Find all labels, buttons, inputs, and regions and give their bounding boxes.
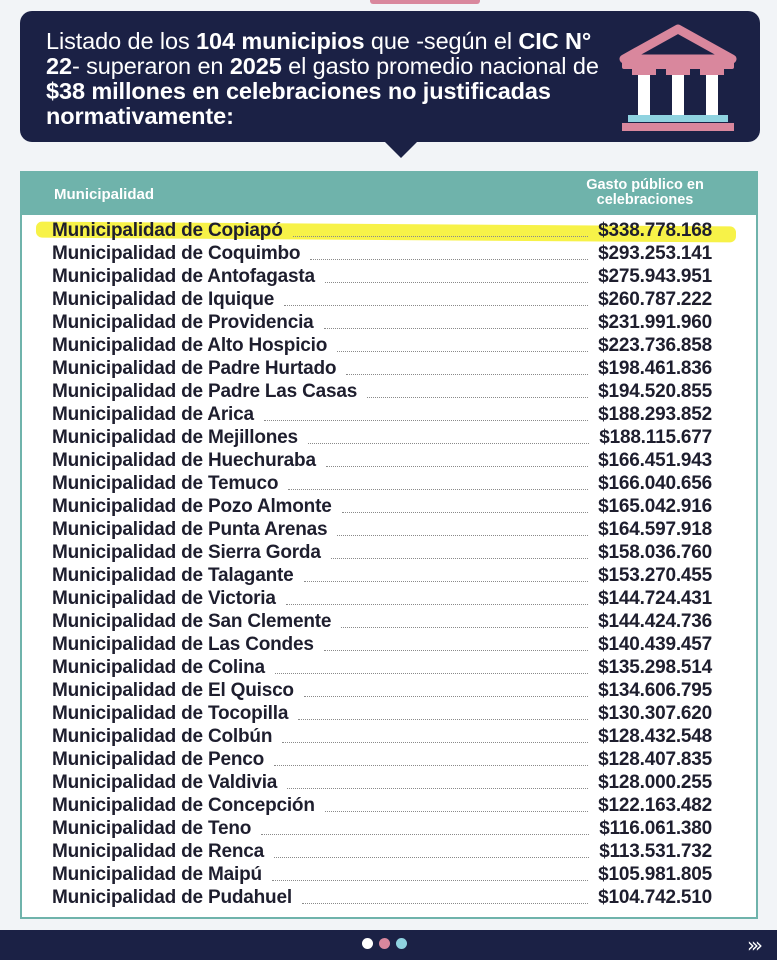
spending-amount: $104.742.510 (598, 886, 712, 908)
spending-amount: $164.597.918 (598, 518, 712, 540)
spending-amount: $293.253.141 (598, 242, 712, 264)
municipality-name: Municipalidad de Huechuraba (52, 449, 316, 471)
table-row (22, 633, 756, 656)
spending-amount: $153.270.455 (598, 564, 712, 586)
spending-amount: $135.298.514 (598, 656, 712, 678)
spending-amount: $144.424.736 (598, 610, 712, 632)
spending-amount: $134.606.795 (598, 679, 712, 701)
municipality-name: Municipalidad de Concepción (52, 794, 315, 816)
table-row (22, 357, 756, 380)
municipality-name: Municipalidad de Antofagasta (52, 265, 315, 287)
municipality-name: Municipalidad de Providencia (52, 311, 314, 333)
municipality-name: Municipalidad de Penco (52, 748, 265, 770)
municipality-name: Municipalidad de Talagante (52, 564, 294, 586)
table-row (22, 794, 756, 817)
municipality-name: Municipalidad de Arica (52, 403, 254, 425)
dotted-leader (346, 374, 588, 375)
header-text-segment: - superaron en (71, 53, 230, 79)
dotted-leader (324, 328, 589, 329)
spending-amount: $144.724.431 (598, 587, 712, 609)
page-indicator (362, 938, 407, 949)
spending-amount: $194.520.855 (598, 380, 712, 402)
page-dot[interactable] (379, 938, 390, 949)
spending-amount: $122.163.482 (598, 794, 712, 816)
table-row (22, 311, 756, 334)
table-row (22, 518, 756, 541)
dotted-leader (337, 535, 588, 536)
municipality-name: Municipalidad de Coquimbo (52, 242, 301, 264)
column-header-municipality: Municipalidad (54, 186, 155, 203)
spending-amount: $130.307.620 (598, 702, 712, 724)
dotted-leader (264, 420, 588, 421)
header-text-segment: 2025 (229, 53, 282, 79)
table-row (22, 403, 756, 426)
table-row (22, 840, 756, 863)
dotted-leader (326, 466, 588, 467)
top-strip (0, 0, 777, 10)
table-row (22, 449, 756, 472)
dotted-leader (261, 834, 589, 835)
table-row (22, 817, 756, 840)
spending-amount: $166.451.943 (598, 449, 712, 471)
table-row (22, 288, 756, 311)
spending-amount: $105.981.805 (598, 863, 712, 885)
header-text-segment: 104 municipios (196, 28, 365, 54)
header-text-segment: el gasto promedio nacional de (281, 53, 599, 79)
dotted-leader (274, 857, 589, 858)
top-accent-bar (370, 0, 480, 4)
dotted-leader (284, 305, 588, 306)
municipality-name: Municipalidad de Alto Hospicio (52, 334, 328, 356)
table-body (22, 215, 756, 909)
municipality-name: Municipalidad de Renca (52, 840, 265, 862)
dotted-leader (286, 604, 588, 605)
table-row (22, 587, 756, 610)
column-header-amount: Gasto público en celebraciones (586, 177, 704, 208)
table-row (22, 863, 756, 886)
dotted-leader (367, 397, 588, 398)
table-row (22, 771, 756, 794)
municipality-name: Municipalidad de Pozo Almonte (52, 495, 332, 517)
spending-amount: $113.531.732 (599, 840, 712, 862)
spending-amount: $188.293.852 (598, 403, 712, 425)
table-row (22, 242, 756, 265)
dotted-leader (302, 903, 588, 904)
table-row (22, 541, 756, 564)
municipality-name: Municipalidad de Tocopilla (52, 702, 289, 724)
dotted-leader (304, 581, 589, 582)
municipality-name: Municipalidad de Iquique (52, 288, 275, 310)
municipalities-table (20, 171, 758, 919)
dotted-leader (308, 443, 589, 444)
spending-amount: $223.736.858 (598, 334, 712, 356)
dotted-leader (275, 673, 588, 674)
municipality-name: Municipalidad de Las Condes (52, 633, 314, 655)
spending-amount: $198.461.836 (598, 357, 712, 379)
dotted-leader (325, 811, 588, 812)
dotted-leader (293, 236, 589, 237)
table-row (22, 886, 756, 909)
municipality-name: Municipalidad de Colina (52, 656, 265, 678)
spending-amount: $166.040.656 (598, 472, 712, 494)
dotted-leader (324, 650, 588, 651)
dotted-leader (282, 742, 588, 743)
municipality-name: Municipalidad de San Clemente (52, 610, 332, 632)
dotted-leader (287, 788, 588, 789)
municipality-name: Municipalidad de Punta Arenas (52, 518, 328, 540)
table-row (22, 564, 756, 587)
municipality-name: Municipalidad de Teno (52, 817, 252, 839)
dotted-leader (288, 489, 588, 490)
spending-amount: $338.778.168 (598, 219, 712, 241)
dotted-leader (310, 259, 588, 260)
spending-amount: $128.432.548 (598, 725, 712, 747)
table-row (22, 472, 756, 495)
municipality-name: Municipalidad de Padre Las Casas (52, 380, 358, 402)
municipality-name: Municipalidad de Sierra Gorda (52, 541, 321, 563)
page-dot[interactable] (362, 938, 373, 949)
table-row (22, 725, 756, 748)
dotted-leader (341, 627, 588, 628)
spending-amount: $158.036.760 (598, 541, 712, 563)
page-dot[interactable] (396, 938, 407, 949)
spending-amount: $275.943.951 (598, 265, 712, 287)
spending-amount: $231.991.960 (598, 311, 712, 333)
dotted-leader (298, 719, 588, 720)
table-row (22, 380, 756, 403)
table-header (22, 173, 756, 215)
spending-amount: $128.000.255 (598, 771, 712, 793)
dotted-leader (272, 880, 588, 881)
dotted-leader (342, 512, 589, 513)
table-row (22, 219, 756, 242)
dotted-leader (331, 558, 588, 559)
municipality-name: Municipalidad de El Quisco (52, 679, 294, 701)
dotted-leader (304, 696, 588, 697)
municipality-name: Municipalidad de Mejillones (52, 426, 298, 448)
municipality-name: Municipalidad de Maipú (52, 863, 262, 885)
header-text-segment: que -según el (364, 28, 519, 54)
table-row (22, 656, 756, 679)
header-text-segment: $38 millones en celebraciones no justificadas normativamente: (46, 78, 551, 129)
municipality-name: Municipalidad de Temuco (52, 472, 279, 494)
table-row (22, 334, 756, 357)
table-row (22, 426, 756, 449)
table-row (22, 265, 756, 288)
dotted-leader (274, 765, 588, 766)
footer-bar (0, 930, 777, 960)
table-row (22, 610, 756, 633)
spending-amount: $188.115.677 (599, 426, 712, 448)
municipality-name: Municipalidad de Padre Hurtado (52, 357, 337, 379)
table-row (22, 679, 756, 702)
header-title (46, 29, 606, 129)
municipality-name: Municipalidad de Copiapó (52, 219, 283, 241)
table-row (22, 702, 756, 725)
table-row (22, 495, 756, 518)
triple-chevron-right-icon[interactable]: ››› (747, 933, 759, 957)
municipality-name: Municipalidad de Valdivia (52, 771, 278, 793)
municipality-name: Municipalidad de Pudahuel (52, 886, 292, 908)
dotted-leader (325, 282, 588, 283)
dotted-leader (337, 351, 588, 352)
spending-amount: $165.042.916 (598, 495, 712, 517)
municipality-name: Municipalidad de Victoria (52, 587, 276, 609)
municipality-name: Municipalidad de Colbún (52, 725, 273, 747)
spending-amount: $260.787.222 (598, 288, 712, 310)
spending-amount: $116.061.380 (599, 817, 712, 839)
government-building-icon (618, 23, 738, 133)
header-banner (20, 11, 760, 142)
header-text-segment: CIC N° 22 (46, 28, 592, 79)
spending-amount: $128.407.835 (598, 748, 712, 770)
header-text-segment: Listado de los (46, 28, 197, 54)
table-row (22, 748, 756, 771)
spending-amount: $140.439.457 (598, 633, 712, 655)
